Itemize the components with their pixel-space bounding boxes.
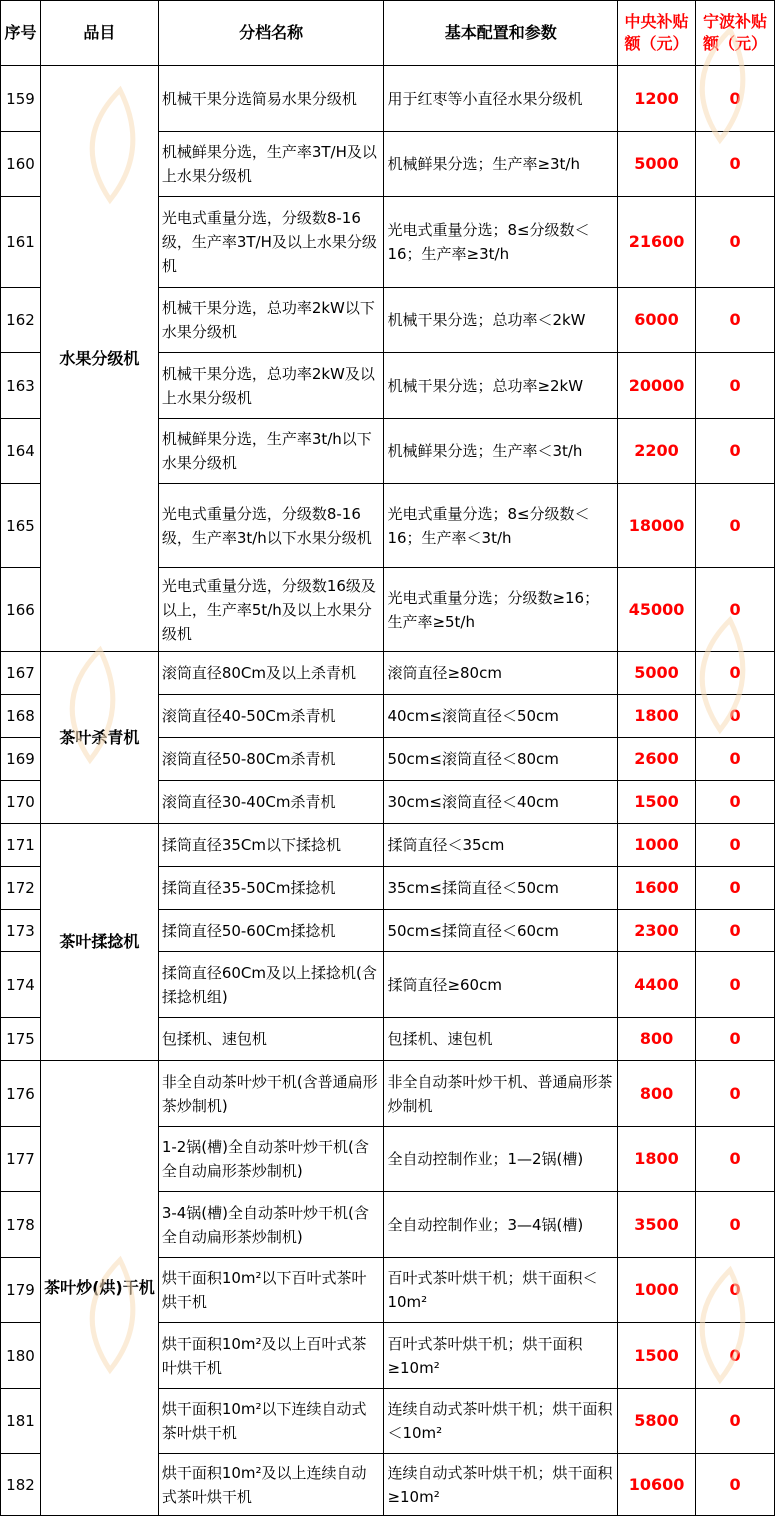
tier-params: 滚筒直径≥80cm	[384, 652, 618, 695]
ningbo-subsidy: 0	[696, 66, 775, 132]
row-number: 170	[1, 781, 41, 824]
tier-name: 烘干面积10m²以下百叶式茶叶烘干机	[158, 1258, 384, 1323]
ningbo-subsidy: 0	[696, 1454, 775, 1516]
ningbo-subsidy: 0	[696, 738, 775, 781]
ningbo-subsidy: 0	[696, 353, 775, 419]
central-subsidy: 2600	[618, 738, 696, 781]
tier-params: 光电式重量分选；8≤分级数＜16；生产率＜3t/h	[384, 484, 618, 568]
tier-name: 包揉机、速包机	[158, 1018, 384, 1061]
tier-name: 机械干果分选，总功率2kW以下水果分级机	[158, 288, 384, 353]
row-number: 182	[1, 1454, 41, 1516]
table-row	[1, 66, 775, 132]
tier-params: 全自动控制作业；3—4锅(槽)	[384, 1192, 618, 1258]
tier-name: 滚筒直径80Cm及以上杀青机	[158, 652, 384, 695]
ningbo-subsidy: 0	[696, 419, 775, 484]
row-number: 166	[1, 568, 41, 652]
tier-name: 3-4锅(槽)全自动茶叶炒干机(含全自动扁形茶炒制机)	[158, 1192, 384, 1258]
row-number: 181	[1, 1389, 41, 1454]
central-subsidy: 21600	[618, 197, 696, 288]
tier-params: 百叶式茶叶烘干机；烘干面积≥10m²	[384, 1323, 618, 1389]
tier-name: 非全自动茶叶炒干机(含普通扁形茶炒制机)	[158, 1061, 384, 1127]
central-subsidy: 1500	[618, 781, 696, 824]
central-subsidy: 10600	[618, 1454, 696, 1516]
tier-name: 光电式重量分选，分级数8-16级，生产率3t/h以下水果分级机	[158, 484, 384, 568]
central-subsidy: 800	[618, 1018, 696, 1061]
row-number: 173	[1, 910, 41, 952]
tier-name: 烘干面积10m²以下连续自动式茶叶烘干机	[158, 1389, 384, 1454]
tier-name: 滚筒直径30-40Cm杀青机	[158, 781, 384, 824]
header-params: 基本配置和参数	[384, 1, 618, 66]
ningbo-subsidy: 0	[696, 1127, 775, 1192]
header-tier: 分档名称	[158, 1, 384, 66]
tier-params: 机械干果分选；总功率≥2kW	[384, 353, 618, 419]
ningbo-subsidy: 0	[696, 1061, 775, 1127]
row-number: 159	[1, 66, 41, 132]
row-number: 163	[1, 353, 41, 419]
tier-params: 光电式重量分选；8≤分级数＜16；生产率≥3t/h	[384, 197, 618, 288]
central-subsidy: 4400	[618, 952, 696, 1018]
tier-params: 光电式重量分选；分级数≥16；生产率≥5t/h	[384, 568, 618, 652]
row-number: 171	[1, 824, 41, 867]
tier-name: 揉筒直径35-50Cm揉捻机	[158, 867, 384, 910]
row-number: 178	[1, 1192, 41, 1258]
ningbo-subsidy: 0	[696, 910, 775, 952]
central-subsidy: 6000	[618, 288, 696, 353]
tier-params: 机械鲜果分选；生产率≥3t/h	[384, 132, 618, 197]
ningbo-subsidy: 0	[696, 952, 775, 1018]
tier-name: 烘干面积10m²及以上百叶式茶叶烘干机	[158, 1323, 384, 1389]
row-number: 161	[1, 197, 41, 288]
row-number: 177	[1, 1127, 41, 1192]
central-subsidy: 800	[618, 1061, 696, 1127]
central-subsidy: 1000	[618, 1258, 696, 1323]
tier-params: 非全自动茶叶炒干机、普通扁形茶炒制机	[384, 1061, 618, 1127]
tier-params: 连续自动式茶叶烘干机；烘干面积＜10m²	[384, 1389, 618, 1454]
central-subsidy: 3500	[618, 1192, 696, 1258]
central-subsidy: 45000	[618, 568, 696, 652]
tier-params: 机械干果分选；总功率＜2kW	[384, 288, 618, 353]
tier-name: 滚筒直径50-80Cm杀青机	[158, 738, 384, 781]
tier-params: 50cm≤揉筒直径＜60cm	[384, 910, 618, 952]
central-subsidy: 20000	[618, 353, 696, 419]
tier-name: 烘干面积10m²及以上连续自动式茶叶烘干机	[158, 1454, 384, 1516]
tier-params: 机械鲜果分选；生产率＜3t/h	[384, 419, 618, 484]
header-row	[1, 1, 775, 66]
row-number: 176	[1, 1061, 41, 1127]
category-cell: 水果分级机	[40, 66, 158, 652]
central-subsidy: 1800	[618, 695, 696, 738]
central-subsidy: 18000	[618, 484, 696, 568]
tier-name: 机械鲜果分选，生产率3T/H及以上水果分级机	[158, 132, 384, 197]
tier-params: 40cm≤滚筒直径＜50cm	[384, 695, 618, 738]
tier-name: 光电式重量分选，分级数8-16级，生产率3T/H及以上水果分级机	[158, 197, 384, 288]
row-number: 164	[1, 419, 41, 484]
row-number: 175	[1, 1018, 41, 1061]
tier-params: 35cm≤揉筒直径＜50cm	[384, 867, 618, 910]
central-subsidy: 1800	[618, 1127, 696, 1192]
row-number: 167	[1, 652, 41, 695]
ningbo-subsidy: 0	[696, 288, 775, 353]
tier-params: 连续自动式茶叶烘干机；烘干面积≥10m²	[384, 1454, 618, 1516]
ningbo-subsidy: 0	[696, 1389, 775, 1454]
ningbo-subsidy: 0	[696, 1192, 775, 1258]
central-subsidy: 2300	[618, 910, 696, 952]
table-row	[1, 1061, 775, 1127]
tier-params: 百叶式茶叶烘干机；烘干面积＜10m²	[384, 1258, 618, 1323]
category-cell: 茶叶杀青机	[40, 652, 158, 824]
tier-name: 滚筒直径40-50Cm杀青机	[158, 695, 384, 738]
central-subsidy: 1500	[618, 1323, 696, 1389]
header-central-subsidy: 中央补贴额（元）	[618, 1, 696, 66]
tier-params: 包揉机、速包机	[384, 1018, 618, 1061]
central-subsidy: 5000	[618, 132, 696, 197]
table-row	[1, 652, 775, 695]
tier-params: 30cm≤滚筒直径＜40cm	[384, 781, 618, 824]
row-number: 172	[1, 867, 41, 910]
header-ningbo-subsidy: 宁波补贴额（元）	[696, 1, 775, 66]
row-number: 169	[1, 738, 41, 781]
ningbo-subsidy: 0	[696, 1323, 775, 1389]
tier-name: 机械干果分选，总功率2kW及以上水果分级机	[158, 353, 384, 419]
central-subsidy: 1200	[618, 66, 696, 132]
row-number: 179	[1, 1258, 41, 1323]
tier-name: 揉筒直径60Cm及以上揉捻机(含揉捻机组)	[158, 952, 384, 1018]
category-cell: 茶叶揉捻机	[40, 824, 158, 1061]
ningbo-subsidy: 0	[696, 197, 775, 288]
ningbo-subsidy: 0	[696, 132, 775, 197]
ningbo-subsidy: 0	[696, 867, 775, 910]
ningbo-subsidy: 0	[696, 1018, 775, 1061]
category-cell: 茶叶炒(烘)干机	[40, 1061, 158, 1516]
central-subsidy: 1000	[618, 824, 696, 867]
ningbo-subsidy: 0	[696, 824, 775, 867]
central-subsidy: 1600	[618, 867, 696, 910]
central-subsidy: 2200	[618, 419, 696, 484]
row-number: 180	[1, 1323, 41, 1389]
header-category: 品目	[40, 1, 158, 66]
tier-name: 1-2锅(槽)全自动茶叶炒干机(含全自动扁形茶炒制机)	[158, 1127, 384, 1192]
ningbo-subsidy: 0	[696, 1258, 775, 1323]
row-number: 174	[1, 952, 41, 1018]
tier-name: 光电式重量分选，分级数16级及以上，生产率5t/h及以上水果分级机	[158, 568, 384, 652]
tier-name: 机械干果分选简易水果分级机	[158, 66, 384, 132]
tier-name: 机械鲜果分选，生产率3t/h以下水果分级机	[158, 419, 384, 484]
tier-params: 用于红枣等小直径水果分级机	[384, 66, 618, 132]
header-seq: 序号	[1, 1, 41, 66]
ningbo-subsidy: 0	[696, 484, 775, 568]
ningbo-subsidy: 0	[696, 568, 775, 652]
tier-name: 揉筒直径50-60Cm揉捻机	[158, 910, 384, 952]
table-row	[1, 824, 775, 867]
tier-params: 揉筒直径≥60cm	[384, 952, 618, 1018]
ningbo-subsidy: 0	[696, 695, 775, 738]
row-number: 162	[1, 288, 41, 353]
row-number: 160	[1, 132, 41, 197]
tier-params: 揉筒直径＜35cm	[384, 824, 618, 867]
tier-name: 揉筒直径35Cm以下揉捻机	[158, 824, 384, 867]
row-number: 168	[1, 695, 41, 738]
ningbo-subsidy: 0	[696, 781, 775, 824]
row-number: 165	[1, 484, 41, 568]
tier-params: 全自动控制作业；1—2锅(槽)	[384, 1127, 618, 1192]
central-subsidy: 5800	[618, 1389, 696, 1454]
ningbo-subsidy: 0	[696, 652, 775, 695]
central-subsidy: 5000	[618, 652, 696, 695]
tier-params: 50cm≤滚筒直径＜80cm	[384, 738, 618, 781]
